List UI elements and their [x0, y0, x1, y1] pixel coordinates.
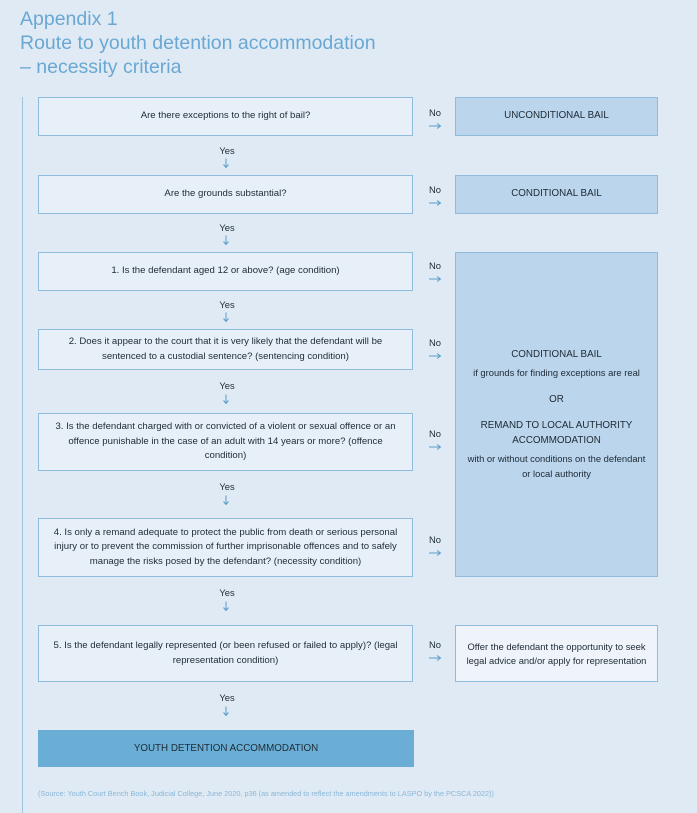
- page-title-line-3: – necessity criteria: [20, 56, 182, 78]
- arrow-right-icon: [428, 122, 442, 130]
- no-label-6: No: [429, 534, 441, 545]
- question-age-condition-box: 1. Is the defendant aged 12 or above? (age condition): [38, 252, 413, 291]
- outcome-youth-detention-text: YOUTH DETENTION ACCOMMODATION: [133, 743, 319, 754]
- arrow-right-icon: [428, 654, 442, 662]
- arrow-right-icon: [428, 199, 442, 207]
- outcome-conditional-or-remand: [455, 252, 658, 577]
- arrow-down-icon: [222, 235, 230, 245]
- source-note: (Source: Youth Court Bench Book, Judicial College, June 2020, p36 (as amended to reflect the amendments to LASPO by the PCSCA 2022)): [38, 789, 494, 798]
- arrow-down-icon: [222, 601, 230, 611]
- combined-exceptions-note: if grounds for finding exceptions are real: [473, 367, 640, 379]
- arrow-right-icon: [428, 275, 442, 283]
- arrow-right-icon: [428, 549, 442, 557]
- no-label-2: No: [429, 184, 441, 195]
- no-label-1: No: [429, 107, 441, 118]
- no-label-4: No: [429, 337, 441, 348]
- no-label-7: No: [429, 639, 441, 650]
- left-margin-rule: [22, 97, 23, 813]
- yes-label-2: Yes: [219, 222, 235, 233]
- combined-conditional-bail: CONDITIONAL BAIL: [511, 348, 602, 360]
- question-necessity-condition-box: 4. Is only a remand adequate to protect the public from death or serious personal injury or to prevent the commission of further imprisonable offences and to safely manage the risks posed by the defendant? (necessity condition): [38, 518, 413, 577]
- yes-label-1: Yes: [219, 145, 235, 156]
- yes-label-5: Yes: [219, 481, 235, 492]
- arrow-right-icon: [428, 352, 442, 360]
- page-title-line-1: Appendix 1: [20, 8, 118, 30]
- arrow-down-icon: [222, 394, 230, 404]
- outcome-legal-advice-text: Offer the defendant the opportunity to seek legal advice and/or apply for representation: [466, 640, 647, 666]
- arrow-down-icon: [222, 312, 230, 322]
- page-title-line-2: Route to youth detention accommodation: [20, 32, 376, 54]
- outcome-legal-advice: [455, 625, 658, 682]
- yes-label-3: Yes: [219, 299, 235, 310]
- outcome-conditional-bail-text: CONDITIONAL BAIL: [511, 188, 602, 200]
- outcome-youth-detention: [38, 730, 414, 767]
- no-label-5: No: [429, 428, 441, 439]
- no-label-3: No: [429, 260, 441, 271]
- question-offence-condition-box: 3. Is the defendant charged with or convicted of a violent or sexual offence or an offence punishable in the case of an adult with 14 years or more? (offence condition): [38, 413, 413, 471]
- combined-conditions-note: with or without conditions on the defendant or local authority: [467, 453, 646, 479]
- question-legal-representation-box: 5. Is the defendant legally represented (or been refused or failed to apply)? (legal representation condition): [38, 625, 413, 682]
- combined-or: OR: [549, 393, 564, 405]
- combined-remand-local-authority: REMAND TO LOCAL AUTHORITY ACCOMMODATION: [480, 420, 633, 446]
- question-grounds-box: Are the grounds substantial?: [38, 175, 413, 214]
- arrow-down-icon: [222, 495, 230, 505]
- outcome-conditional-bail: [455, 175, 658, 214]
- arrow-down-icon: [222, 706, 230, 716]
- question-exceptions-box: Are there exceptions to the right of bail?: [38, 97, 413, 136]
- arrow-right-icon: [428, 443, 442, 451]
- question-sentencing-condition-box: 2. Does it appear to the court that it is very likely that the defendant will be sentenced to a custodial sentence? (sentencing condition): [38, 329, 413, 370]
- outcome-unconditional-bail: [455, 97, 658, 136]
- arrow-down-icon: [222, 158, 230, 168]
- yes-label-7: Yes: [219, 692, 235, 703]
- yes-label-6: Yes: [219, 587, 235, 598]
- outcome-unconditional-bail-text: UNCONDITIONAL BAIL: [504, 110, 609, 122]
- yes-label-4: Yes: [219, 380, 235, 391]
